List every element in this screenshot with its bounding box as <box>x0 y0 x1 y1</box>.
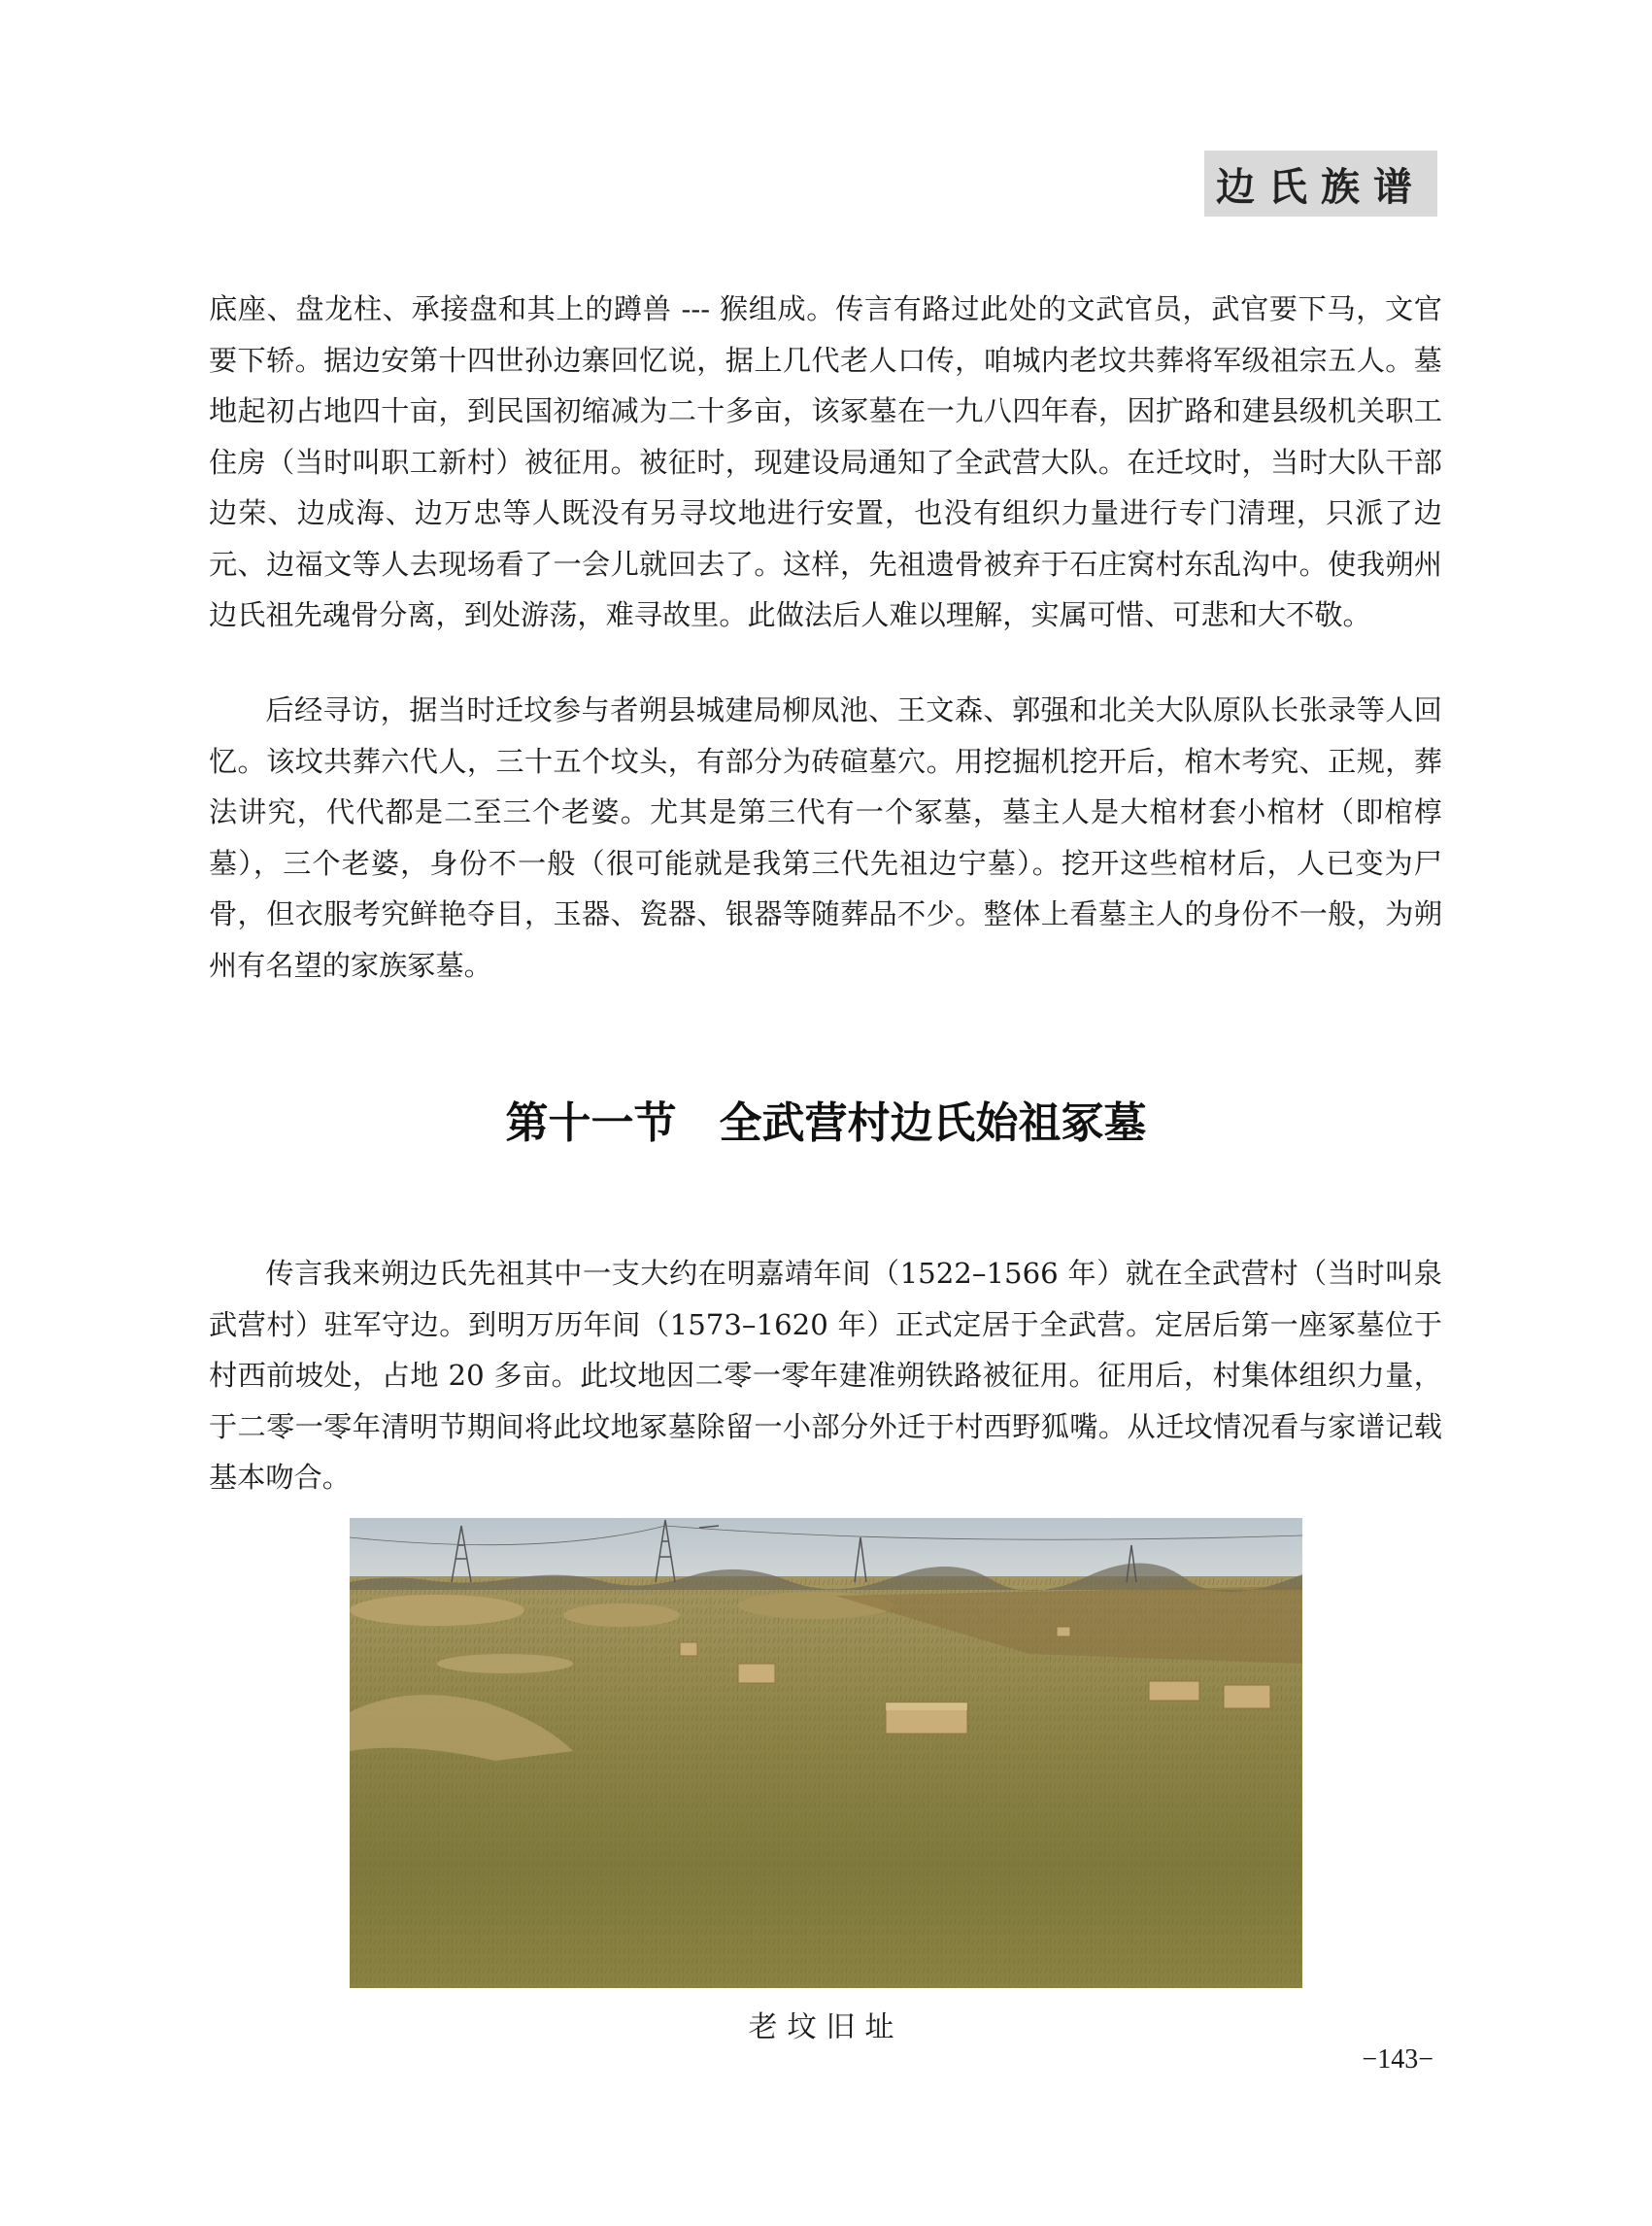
paragraph-continued: 底座、盘龙柱、承接盘和其上的蹲兽 --- 猴组成。传言有路过此处的文武官员，武官要下马，文官要下轿。据边安第十四世孙边寨回忆说，据上几代老人口传，咱城内老坟共葬将军级祖宗五人。墓地起初占地四十亩，到民国初缩减为二十多亩，该冢墓在一九八四年春，因扩路和建县级机关职工住房（当时叫职工新村）被征用。被征时，现建设局通知了全武营大队。在迁坟时，当时大队干部边荣、边成海、边万忠等人既没有另寻坟地进行安置，也没有组织力量进行专门清理，只派了边元、边福文等人去现场看了一会儿就回去了。这样，先祖遗骨被弃于石庄窝村东乱沟中。使我朔州边氏祖先魂骨分离，到处游荡，难寻故里。此做法后人难以理解，实属可惜、可悲和大不敬。 <box>209 292 1442 631</box>
book-title: 边氏族谱 <box>1216 163 1426 210</box>
paragraph-recollection: 后经寻访，据当时迁坟参与者朔县城建局柳凤池、王文森、郭强和北关大队原队长张录等人回忆。该坟共葬六代人，三十五个坟头，有部分为砖碹墓穴。用挖掘机挖开后，棺木考究、正规，葬法讲究，代代都是二至三个老婆。尤其是第三代有一个冢墓，墓主人是大棺材套小棺材（即棺椁墓），三个老婆，身份不一般（很可能就是我第三代先祖边宁墓）。挖开这些棺材后，人已变为尸骨，但衣服考究鲜艳夺目，玉器、瓷器、银器等随葬品不少。整体上看墓主人的身份不一般，为朔州有名望的家族冢墓。 <box>209 693 1442 982</box>
old-grave-site-photo <box>350 1518 1302 1988</box>
page-number: −143− <box>1362 2044 1433 2074</box>
section-title: 第十一节 全武营村边氏始祖冢墓 <box>505 1098 1147 1148</box>
photo-caption: 老坟旧址 <box>748 2010 904 2044</box>
book-title-banner <box>1204 151 1437 217</box>
section-paragraph: 传言我来朔边氏先祖其中一支大约在明嘉靖年间（1522–1566 年）就在全武营村（当时叫泉武营村）驻军守边。到明万历年间（1573–1620 年）正式定居于全武营。定居后第一座冢墓位于村西前坡处，占地 20 多亩。此坟地因二零一零年建准朔铁路被征用。征用后，村集体组织力量，于二零一零年清明节期间将此坟地冢墓除留一小部分外迁于村西野狐嘴。从迁坟情况看与家谱记载基本吻合。 <box>209 1257 1442 1494</box>
